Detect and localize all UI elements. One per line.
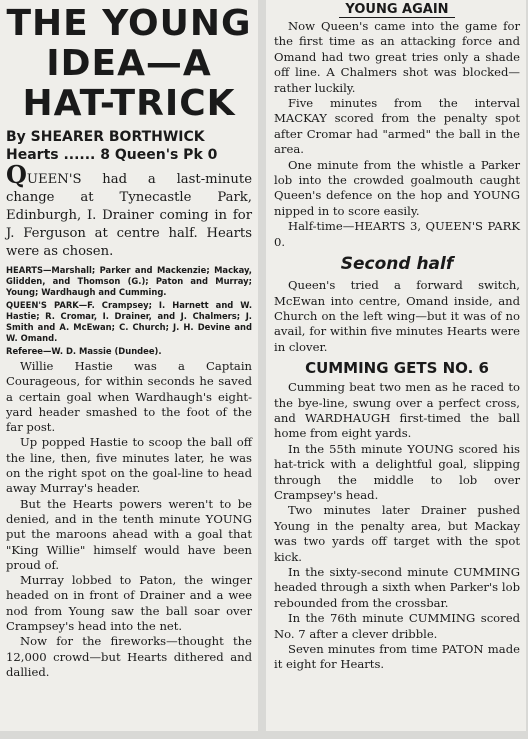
article-paragraph: Seven minutes from time PATON made it eight for Hearts. [274, 642, 520, 672]
lead-text: UEEN'S had a last-minute change at Tynecastle Park, Edinburgh, I. Drainer coming in for J. Ferguson at centre half. Hearts were as chosen. [6, 172, 252, 259]
team-text: —Marshall; Parker and Mackenzie; Mackay, Glidden, and Thomson (G.); Paton and Murray; Young; Wardhaugh and Cumming. [6, 265, 252, 297]
article-paragraph: Now for the fireworks—thought the 12,000 crowd—but Hearts dithered and dallied. [6, 634, 252, 679]
score-line: Hearts ...... 8 Queen's Pk 0 [6, 147, 218, 163]
team-label: HEARTS [6, 265, 44, 275]
team-line-queens-park [6, 300, 252, 344]
subhead-text: YOUNG AGAIN [339, 2, 454, 18]
team-label: Referee [6, 346, 43, 356]
article-paragraph: Half-time—HEARTS 3, QUEEN'S PARK 0. [274, 219, 520, 249]
team-label: QUEEN'S PARK [6, 300, 79, 310]
article-paragraph: In the 76th minute CUMMING scored No. 7 after a clever dribble. [274, 611, 520, 641]
subhead-young-again [274, 2, 520, 18]
headline [6, 4, 252, 124]
article-paragraph: Five minutes from the interval MACKAY scored from the penalty spot after Cromar had "armed" the ball in the area. [274, 96, 520, 157]
headline-line-2: IDEA—A [46, 43, 212, 84]
left-column [0, 0, 258, 731]
subhead-second-half: Second half [340, 254, 454, 275]
article-paragraph: Cumming beat two men as he raced to the bye-line, swung over a perfect cross, and WARDHAUGH first-timed the ball home from eight yards. [274, 380, 520, 441]
headline-line-3: HAT-TRICK [22, 83, 236, 124]
article-paragraph: In the 55th minute YOUNG scored his hat-trick with a delightful goal, slipping through the middle to lob over Crampsey's head. [274, 441, 520, 502]
lead-paragraph [6, 160, 252, 261]
article-paragraph: Murray lobbed to Paton, the winger headed on in front of Drainer and a wee nod from Young saw the ball soar over Crampsey's head into the net. [6, 573, 252, 634]
article-paragraph: But the Hearts powers weren't to be denied, and in the tenth minute YOUNG put the maroons ahead with a goal that "King Willie" himself would have been proud of. [6, 496, 252, 572]
article-paragraph: Queen's tried a forward switch, McEwan into centre, Omand inside, and Church on the left wing—but it was of no avail, for within five minutes Hearts were in clover. [274, 278, 520, 354]
team-text: —F. Crampsey; I. Harnett and W. Hastie; R. Cromar, I. Drainer, and J. Chalmers; J. Smith and A. McEwan; C. Church; J. H. Devine and W. Omand. [6, 300, 253, 343]
team-line-hearts [6, 265, 252, 298]
article-paragraph: One minute from the whistle a Parker lob into the crowded goalmouth caught Queen's defence on the hop and YOUNG nipped in to score easily. [274, 157, 520, 218]
team-text: —W. D. Massie (Dundee). [42, 346, 162, 356]
subhead-cumming-gets-no-6: CUMMING GETS NO. 6 [305, 359, 489, 378]
referee-line [6, 346, 252, 357]
article-paragraph: Willie Hastie was a Captain Courageous, for within seconds he saved a certain goal when Wardhaugh's eight-yard header smashed to the foot of the far post. [6, 359, 252, 435]
article-paragraph: Now Queen's came into the game for the first time as an attacking force and Omand had two great tries only a shade off line. A Chalmers shot was blocked—rather luckily. [274, 19, 520, 95]
byline: By SHEARER BORTHWICK [6, 129, 205, 145]
right-column [266, 0, 526, 731]
headline-line-1: THE YOUNG [6, 3, 252, 44]
article-paragraph: Two minutes later Drainer pushed Young in the penalty area, but Mackay was two yards off target with the spot kick. [274, 503, 520, 564]
drop-cap: Q [6, 160, 27, 189]
article-paragraph: In the sixty-second minute CUMMING headed through a sixth when Parker's lob rebounded from the crossbar. [274, 565, 520, 610]
article-paragraph: Up popped Hastie to scoop the ball off the line, then, five minutes later, he was on the right spot on the goal-line to head away Murray's header. [6, 435, 252, 496]
